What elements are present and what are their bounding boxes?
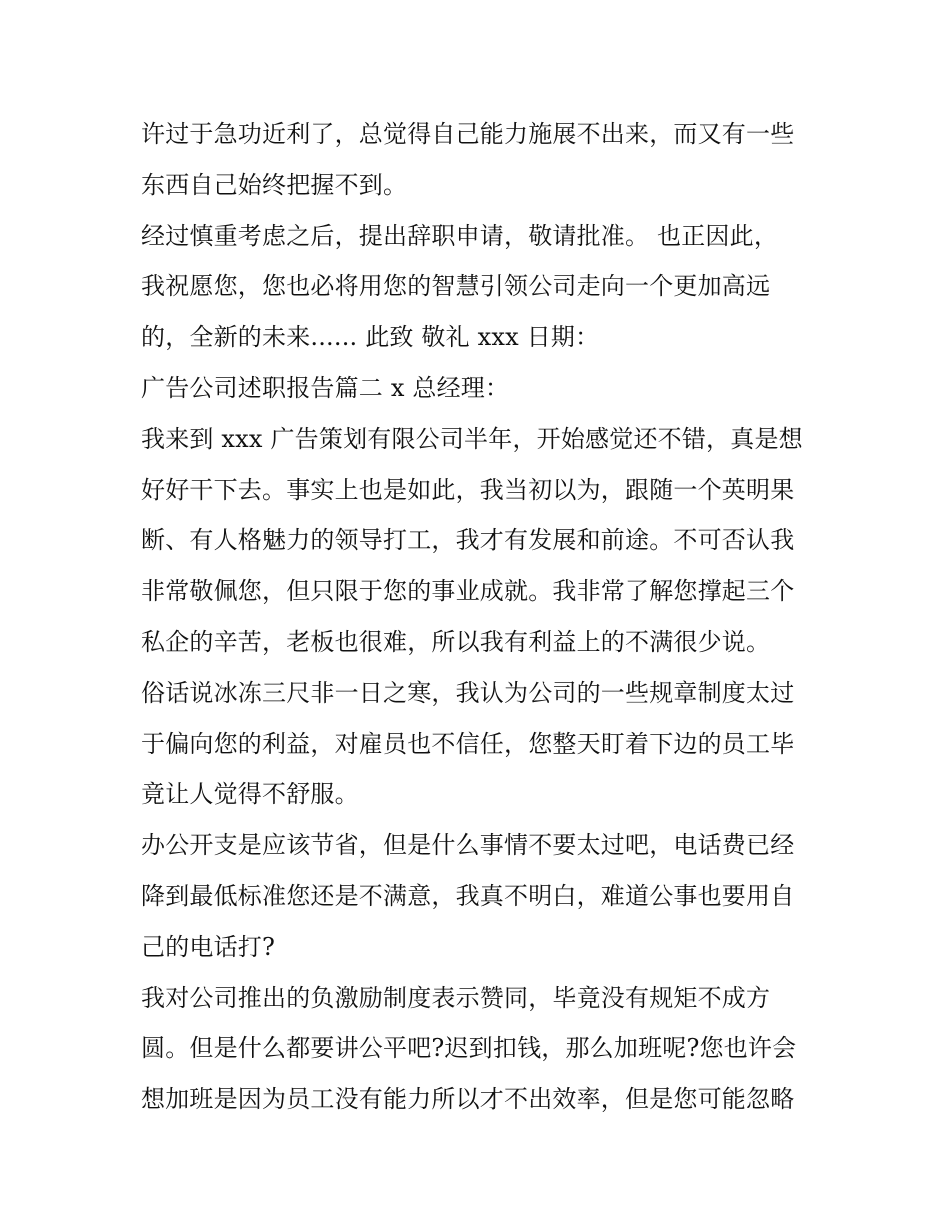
text-line: 我祝愿您，您也必将用您的智慧引领公司走向一个更加高远 bbox=[141, 272, 771, 301]
text-line: 经过慎重考虑之后，提出辞职申请，敬请批准。 也正因此， bbox=[141, 221, 779, 250]
text-line: 俗话说冰冻三尺非一日之寒，我认为公司的一些规章制度太过 bbox=[141, 678, 795, 707]
text-line: 私企的辛苦，老板也很难，所以我有利益上的不满很少说。 bbox=[141, 627, 771, 656]
text-line: 己的电话打? bbox=[141, 932, 276, 961]
text-line: 许过于急功近利了，总觉得自己能力施展不出来，而又有一些 bbox=[141, 120, 795, 148]
text-line: 非常敬佩您，但只限于您的事业成就。我非常了解您撑起三个 bbox=[141, 577, 795, 606]
text-line: 想加班是因为员工没有能力所以才不出效率，但是您可能忽略 bbox=[141, 1085, 795, 1114]
text-line: 降到最低标准您还是不满意，我真不明白，难道公事也要用自 bbox=[141, 881, 795, 910]
text-line: 好好干下去。事实上也是如此，我当初以为，跟随一个英明果 bbox=[141, 475, 795, 504]
text-line: 办公开支是应该节省，但是什么事情不要太过吧，电话费已经 bbox=[141, 831, 795, 860]
text-line: 竟让人觉得不舒服。 bbox=[141, 780, 359, 809]
text-line: 的，全新的未来...... 此致 敬礼 xxx 日期： bbox=[141, 323, 600, 352]
document-body bbox=[141, 109, 821, 1125]
text-line: 圆。但是什么都要讲公平吧?迟到扣钱，那么加班呢?您也许会 bbox=[141, 1034, 797, 1063]
text-line: 我对公司推出的负激励制度表示赞同，毕竟没有规矩不成方 bbox=[141, 983, 771, 1012]
text-line: 东西自己始终把握不到。 bbox=[141, 170, 408, 199]
text-line: 断、有人格魅力的领导打工，我才有发展和前途。不可否认我 bbox=[141, 526, 795, 555]
section-heading: 广告公司述职报告篇二 x 总经理： bbox=[141, 373, 510, 402]
text-line: 于偏向您的利益，对雇员也不信任，您整天盯着下边的员工毕 bbox=[141, 729, 795, 758]
text-line: 我来到 xxx 广告策划有限公司半年，开始感觉还不错，真是想 bbox=[141, 424, 803, 453]
